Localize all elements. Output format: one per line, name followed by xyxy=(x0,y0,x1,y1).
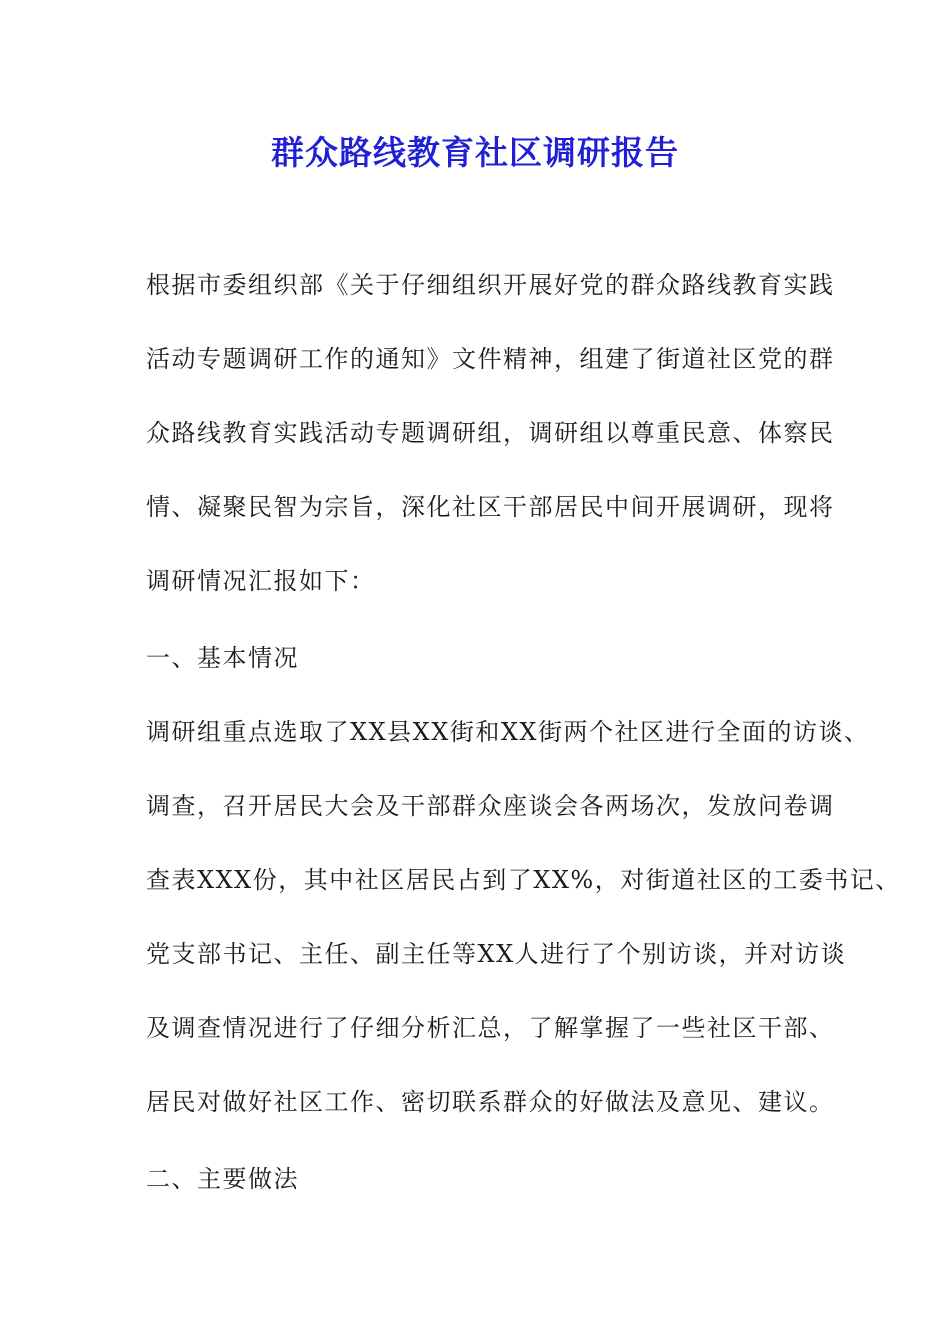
paragraph-line: 根据市委组织部《关于仔细组织开展好党的群众路线教育实践 xyxy=(146,271,835,299)
paragraph-line: 居民对做好社区工作、密切联系群众的好做法及意见、建议。 xyxy=(146,1088,835,1116)
paragraph-line: 调研情况汇报如下： xyxy=(146,567,376,595)
paragraph-line: 及调查情况进行了仔细分析汇总，了解掌握了一些社区干部、 xyxy=(146,1014,835,1042)
paragraph-line: 活动专题调研工作的通知》文件精神，组建了街道社区党的群 xyxy=(146,345,835,373)
section-heading: 二、主要做法 xyxy=(146,1165,299,1193)
paragraph-line: 众路线教育实践活动专题调研组，调研组以尊重民意、体察民 xyxy=(146,419,835,447)
section-heading: 一、基本情况 xyxy=(146,644,299,672)
paragraph-line: 调研组重点选取了XX县XX街和XX街两个社区进行全面的访谈、 xyxy=(146,718,870,746)
paragraph-line: 查表XXX份，其中社区居民占到了XX%，对街道社区的工委书记、 xyxy=(146,866,901,894)
document-title: 群众路线教育社区调研报告 xyxy=(271,133,679,172)
paragraph-line: 调查，召开居民大会及干部群众座谈会各两场次，发放问卷调 xyxy=(146,792,835,820)
paragraph-line: 情、凝聚民智为宗旨，深化社区干部居民中间开展调研，现将 xyxy=(146,493,835,521)
paragraph-line: 党支部书记、主任、副主任等XX人进行了个别访谈，并对访谈 xyxy=(146,940,847,968)
